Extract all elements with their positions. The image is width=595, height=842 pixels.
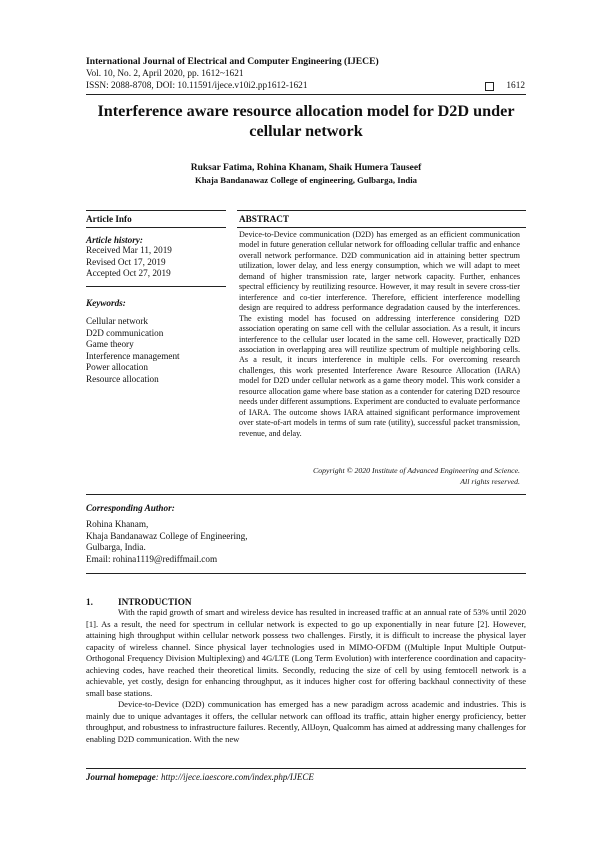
article-info-heading: Article Info bbox=[86, 214, 132, 224]
history-received: Received Mar 11, 2019 bbox=[86, 245, 172, 255]
page-indicator bbox=[485, 81, 525, 91]
history-rule bbox=[86, 286, 226, 287]
keyword-item: Game theory bbox=[86, 339, 134, 350]
journal-name: International Journal of Electrical and Computer Engineering (IJECE) bbox=[86, 56, 379, 67]
paragraph: Device-to-Device (D2D) communication has emerged has a new paradigm across academic and industries. This is mainly due to unique advantages it offers, the cellular network can offload its traffic, attain higher energy proficiency, better throughput, and robustness to infrastructure failures. Recently, AllJoyn, Qualcomm has aimed at addressing many challenges for enabling D2D communication. With the new bbox=[86, 699, 526, 744]
corresponding-email: Email: rohina1119@rediffmail.com bbox=[86, 553, 218, 564]
corresponding-heading: Corresponding Author: bbox=[86, 503, 175, 513]
square-icon bbox=[485, 82, 494, 91]
history-list bbox=[86, 245, 172, 280]
keywords-label: Keywords: bbox=[86, 298, 126, 308]
volume-info: Vol. 10, No. 2, April 2020, pp. 1612~1621 bbox=[86, 69, 244, 79]
corresponding-top-rule bbox=[86, 494, 526, 495]
abstract-top-rule bbox=[237, 210, 526, 211]
keyword-item: Power allocation bbox=[86, 362, 148, 373]
abstract-text: Device-to-Device communication (D2D) has emerged as an efficient communication model in future generation cellular network for offloading cellular traffic and enhance overall network performance. D2D communication aid in attaining better spectrum utilization, lower delay, and less energy consumption, which we will adapt to meet demand of higher transmission rate, larger network capacity. Further, enhances spectral efficiency by reutilizing resource. However, it may result in severe cross-tier interference and co-tier interference. Therefore, efficient interference modelling design are required to address performance degradation caused by the interferences. The existing model has focused on addressing interference considering D2D association operating on same cell with the cellular association. As a result, it incurs interference to the cellular user located in the same cell. However, practically D2D association in overlapping area will reutilize spectrum of multiple neighboring cells. As a result, it incurs interference in multiple cells. For overcoming research challenges, this work presented Interference Aware Resource Allocation (IARA) model for D2D under cellular network as a game theory model. This work consider a resource allocation game where base station as a contender for catering D2D resource needs under different assumptions. Experiment are conducted to evaluate performance of IARA. The outcome shows IARA attained significant performance improvement over state-of-art models in terms of sum rate (utility), successful packet transmission, revenue, and delay. bbox=[239, 230, 520, 438]
copyright-line-1: Copyright © 2020 Institute of Advanced Engineering and Science. bbox=[313, 466, 520, 475]
paper-title bbox=[86, 101, 526, 141]
copyright-line-2: All rights reserved. bbox=[460, 476, 520, 486]
keyword-item: Resource allocation bbox=[86, 373, 159, 384]
history-revised: Revised Oct 17, 2019 bbox=[86, 256, 166, 267]
keyword-item: Cellular network bbox=[86, 316, 148, 326]
info-heading-rule bbox=[86, 227, 226, 228]
introduction-body bbox=[86, 607, 526, 745]
title-line-2: cellular network bbox=[249, 122, 363, 140]
page-number: 1612 bbox=[506, 81, 525, 91]
paragraph: With the rapid growth of smart and wireless device has resulted in increased traffic at an annual rate of 53% until 2020 [1]. As a result, the need for spectrum in cellular network is expected to go up exponentially in near future [2]. However, attaining high throughput within cellular network possess two challenges. Firstly, it is difficult to increase the physical layer capacity of wireless channel. Since physical layer technologies used in MIMO-OFDM ((Multiple Input Multiple Output-Orthogonal Frequency Division Multiplexing) and 4G/LTE (Long Term Evolution) with interference coordination and capacity-achieving codes, have reached their theoretical limits. Secondly, reducing the size of cell by using femtocell network is a achievable, yet costly, design for enhancing throughput, as it induces higher cost for offering backhaul connectivity of these small base stations. bbox=[86, 607, 526, 698]
corresponding-location: Gulbarga, India. bbox=[86, 542, 146, 553]
keyword-item: Interference management bbox=[86, 350, 180, 361]
copyright bbox=[239, 466, 520, 487]
homepage-label: Journal homepage bbox=[86, 772, 156, 782]
header-rule bbox=[86, 94, 526, 95]
keywords-list bbox=[86, 316, 180, 386]
homepage-link[interactable]: http://ijece.iaescore.com/index.php/IJECE bbox=[161, 772, 314, 782]
title-line-1: Interference aware resource allocation model for D2D under bbox=[97, 102, 515, 120]
history-accepted: Accepted Oct 27, 2019 bbox=[86, 268, 171, 279]
corresponding-institution: Khaja Bandanawaz College of Engineering, bbox=[86, 530, 248, 541]
section-title: INTRODUCTION bbox=[118, 597, 192, 607]
info-top-rule bbox=[86, 210, 226, 211]
affiliation: Khaja Bandanawaz College of engineering, Gulbarga, India bbox=[194, 175, 418, 185]
abstract-heading: ABSTRACT bbox=[239, 214, 290, 224]
corresponding-details bbox=[86, 519, 248, 565]
corresponding-name: Rohina Khanam, bbox=[86, 519, 149, 529]
keyword-item: D2D communication bbox=[86, 327, 164, 338]
journal-homepage bbox=[86, 772, 314, 782]
issn-doi: ISSN: 2088-8708, DOI: 10.11591/ijece.v10i2.pp1612-1621 bbox=[86, 81, 308, 91]
homepage-separator: : bbox=[155, 772, 162, 782]
history-label: Article history: bbox=[86, 235, 143, 245]
abstract-heading-rule bbox=[237, 227, 526, 228]
section-number: 1. bbox=[86, 597, 93, 607]
footer-rule bbox=[86, 768, 526, 769]
authors: Ruksar Fatima, Rohina Khanam, Shaik Humera Tauseef bbox=[190, 163, 422, 173]
corresponding-bottom-rule bbox=[86, 573, 526, 574]
